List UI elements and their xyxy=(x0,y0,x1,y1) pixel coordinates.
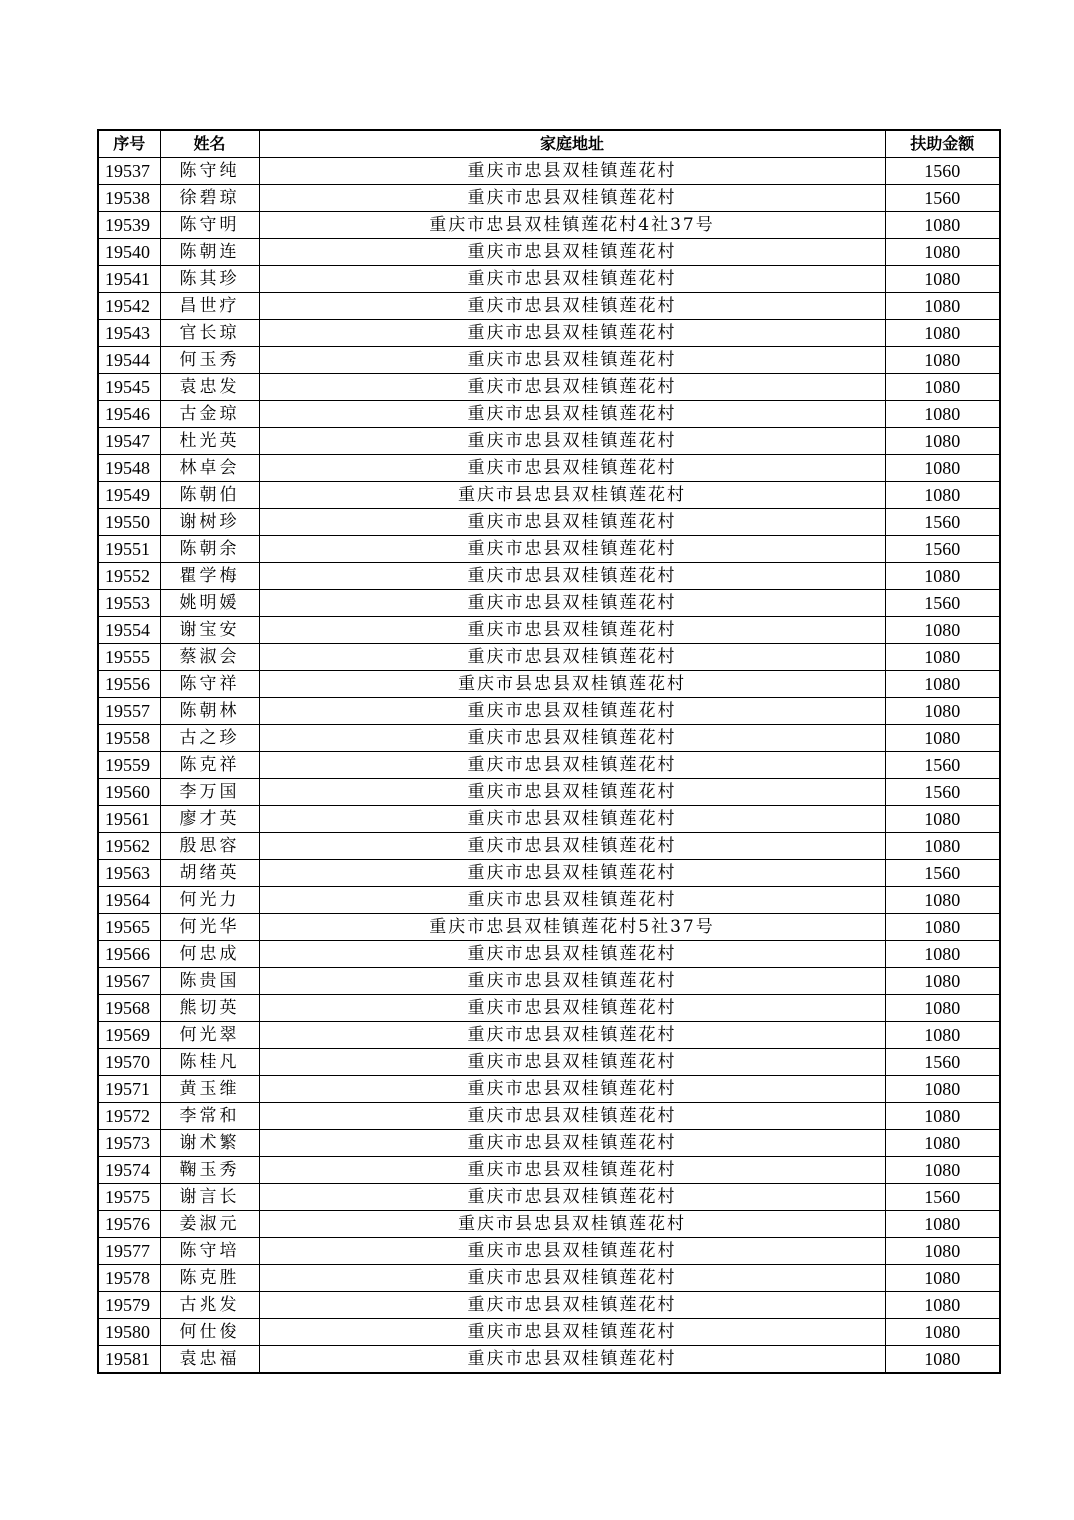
amount-cell: 1080 xyxy=(885,833,1000,860)
name-cell: 陈其珍 xyxy=(160,266,259,293)
serial-number-cell: 19539 xyxy=(98,212,160,239)
table-row xyxy=(98,968,1000,995)
serial-number-cell: 19541 xyxy=(98,266,160,293)
amount-cell: 1080 xyxy=(885,1211,1000,1238)
address-cell: 重庆市忠县双桂镇莲花村 xyxy=(259,401,885,428)
serial-number-cell: 19540 xyxy=(98,239,160,266)
table-row xyxy=(98,671,1000,698)
table-row xyxy=(98,779,1000,806)
name-cell: 谢言长 xyxy=(160,1184,259,1211)
serial-number-cell: 19537 xyxy=(98,158,160,185)
address-cell: 重庆市忠县双桂镇莲花村 xyxy=(259,320,885,347)
serial-number-cell: 19568 xyxy=(98,995,160,1022)
serial-number-cell: 19547 xyxy=(98,428,160,455)
table-row xyxy=(98,1049,1000,1076)
address-cell: 重庆市忠县双桂镇莲花村 xyxy=(259,158,885,185)
address-cell: 重庆市忠县双桂镇莲花村 xyxy=(259,995,885,1022)
amount-cell: 1560 xyxy=(885,752,1000,779)
address-cell: 重庆市忠县双桂镇莲花村 xyxy=(259,1130,885,1157)
amount-cell: 1560 xyxy=(885,1049,1000,1076)
amount-cell: 1080 xyxy=(885,455,1000,482)
table-row xyxy=(98,185,1000,212)
serial-number-cell: 19557 xyxy=(98,698,160,725)
name-cell: 陈守明 xyxy=(160,212,259,239)
table-row xyxy=(98,1022,1000,1049)
address-cell: 重庆市忠县双桂镇莲花村 xyxy=(259,833,885,860)
table-row xyxy=(98,1103,1000,1130)
table-row xyxy=(98,266,1000,293)
amount-cell: 1080 xyxy=(885,320,1000,347)
name-cell: 陈朝连 xyxy=(160,239,259,266)
serial-number-cell: 19581 xyxy=(98,1346,160,1374)
serial-number-cell: 19578 xyxy=(98,1265,160,1292)
name-cell: 何光力 xyxy=(160,887,259,914)
assistance-table xyxy=(97,129,1001,1374)
name-cell: 何光华 xyxy=(160,914,259,941)
serial-number-cell: 19553 xyxy=(98,590,160,617)
name-cell: 李常和 xyxy=(160,1103,259,1130)
address-cell: 重庆市忠县双桂镇莲花村 xyxy=(259,1346,885,1374)
name-cell: 古金琼 xyxy=(160,401,259,428)
address-cell: 重庆市忠县双桂镇莲花村 xyxy=(259,266,885,293)
serial-number-cell: 19560 xyxy=(98,779,160,806)
name-cell: 何仕俊 xyxy=(160,1319,259,1346)
address-cell: 重庆市忠县双桂镇莲花村 xyxy=(259,293,885,320)
address-cell: 重庆市忠县双桂镇莲花村 xyxy=(259,455,885,482)
serial-number-cell: 19558 xyxy=(98,725,160,752)
address-cell: 重庆市忠县双桂镇莲花村 xyxy=(259,860,885,887)
table-row xyxy=(98,941,1000,968)
amount-cell: 1080 xyxy=(885,941,1000,968)
amount-cell: 1080 xyxy=(885,1157,1000,1184)
address-cell: 重庆市忠县双桂镇莲花村 xyxy=(259,1103,885,1130)
serial-number-cell: 19556 xyxy=(98,671,160,698)
table-header xyxy=(98,130,1000,158)
serial-number-cell: 19554 xyxy=(98,617,160,644)
amount-cell: 1080 xyxy=(885,212,1000,239)
address-cell: 重庆市县忠县双桂镇莲花村 xyxy=(259,482,885,509)
amount-cell: 1080 xyxy=(885,995,1000,1022)
serial-number-cell: 19542 xyxy=(98,293,160,320)
name-cell: 何光翠 xyxy=(160,1022,259,1049)
table-row xyxy=(98,401,1000,428)
table-row xyxy=(98,644,1000,671)
name-cell: 陈克祥 xyxy=(160,752,259,779)
address-cell: 重庆市忠县双桂镇莲花村 xyxy=(259,509,885,536)
serial-number-cell: 19577 xyxy=(98,1238,160,1265)
name-cell: 谢树珍 xyxy=(160,509,259,536)
amount-cell: 1080 xyxy=(885,293,1000,320)
address-cell: 重庆市忠县双桂镇莲花村 xyxy=(259,617,885,644)
amount-cell: 1560 xyxy=(885,536,1000,563)
name-cell: 蔡淑会 xyxy=(160,644,259,671)
serial-number-cell: 19574 xyxy=(98,1157,160,1184)
amount-cell: 1080 xyxy=(885,914,1000,941)
serial-number-cell: 19546 xyxy=(98,401,160,428)
amount-cell: 1560 xyxy=(885,860,1000,887)
address-cell: 重庆市忠县双桂镇莲花村4社37号 xyxy=(259,212,885,239)
address-cell: 重庆市忠县双桂镇莲花村 xyxy=(259,1157,885,1184)
table-row xyxy=(98,293,1000,320)
name-cell: 古之珍 xyxy=(160,725,259,752)
address-cell: 重庆市忠县双桂镇莲花村 xyxy=(259,185,885,212)
amount-cell: 1080 xyxy=(885,1076,1000,1103)
amount-cell: 1560 xyxy=(885,158,1000,185)
serial-number-cell: 19549 xyxy=(98,482,160,509)
amount-cell: 1080 xyxy=(885,1346,1000,1374)
table-row xyxy=(98,482,1000,509)
serial-number-cell: 19573 xyxy=(98,1130,160,1157)
name-cell: 林卓会 xyxy=(160,455,259,482)
serial-number-cell: 19551 xyxy=(98,536,160,563)
serial-number-cell: 19545 xyxy=(98,374,160,401)
address-cell: 重庆市忠县双桂镇莲花村 xyxy=(259,1049,885,1076)
address-cell: 重庆市忠县双桂镇莲花村 xyxy=(259,644,885,671)
address-cell: 重庆市忠县双桂镇莲花村 xyxy=(259,941,885,968)
name-cell: 袁忠福 xyxy=(160,1346,259,1374)
table-row xyxy=(98,806,1000,833)
serial-number-cell: 19569 xyxy=(98,1022,160,1049)
amount-cell: 1080 xyxy=(885,1103,1000,1130)
amount-cell: 1560 xyxy=(885,779,1000,806)
serial-number-cell: 19550 xyxy=(98,509,160,536)
name-cell: 廖才英 xyxy=(160,806,259,833)
table-row xyxy=(98,833,1000,860)
amount-cell: 1560 xyxy=(885,185,1000,212)
amount-cell: 1080 xyxy=(885,563,1000,590)
table-row xyxy=(98,509,1000,536)
address-cell: 重庆市忠县双桂镇莲花村 xyxy=(259,752,885,779)
amount-cell: 1080 xyxy=(885,617,1000,644)
name-cell: 姚明媛 xyxy=(160,590,259,617)
address-cell: 重庆市忠县双桂镇莲花村 xyxy=(259,590,885,617)
address-cell: 重庆市忠县双桂镇莲花村 xyxy=(259,698,885,725)
address-cell: 重庆市忠县双桂镇莲花村 xyxy=(259,1184,885,1211)
name-cell: 陈桂凡 xyxy=(160,1049,259,1076)
name-cell: 瞿学梅 xyxy=(160,563,259,590)
serial-number-cell: 19570 xyxy=(98,1049,160,1076)
address-cell: 重庆市忠县双桂镇莲花村 xyxy=(259,428,885,455)
serial-number-cell: 19580 xyxy=(98,1319,160,1346)
name-cell: 黄玉维 xyxy=(160,1076,259,1103)
address-cell: 重庆市忠县双桂镇莲花村 xyxy=(259,1022,885,1049)
address-cell: 重庆市忠县双桂镇莲花村 xyxy=(259,779,885,806)
serial-number-cell: 19538 xyxy=(98,185,160,212)
name-cell: 谢术繁 xyxy=(160,1130,259,1157)
header-home-address: 家庭地址 xyxy=(259,130,885,158)
amount-cell: 1080 xyxy=(885,428,1000,455)
table-row xyxy=(98,212,1000,239)
table-row xyxy=(98,1238,1000,1265)
address-cell: 重庆市忠县双桂镇莲花村 xyxy=(259,968,885,995)
address-cell: 重庆市忠县双桂镇莲花村 xyxy=(259,1265,885,1292)
address-cell: 重庆市忠县双桂镇莲花村 xyxy=(259,1238,885,1265)
address-cell: 重庆市忠县双桂镇莲花村 xyxy=(259,563,885,590)
amount-cell: 1080 xyxy=(885,482,1000,509)
address-cell: 重庆市县忠县双桂镇莲花村 xyxy=(259,1211,885,1238)
table-row xyxy=(98,455,1000,482)
serial-number-cell: 19564 xyxy=(98,887,160,914)
amount-cell: 1080 xyxy=(885,239,1000,266)
table-row xyxy=(98,617,1000,644)
name-cell: 陈朝林 xyxy=(160,698,259,725)
name-cell: 谢宝安 xyxy=(160,617,259,644)
table-row xyxy=(98,1292,1000,1319)
table-row xyxy=(98,563,1000,590)
table-row xyxy=(98,995,1000,1022)
table-row xyxy=(98,1265,1000,1292)
amount-cell: 1560 xyxy=(885,1184,1000,1211)
table-row xyxy=(98,320,1000,347)
address-cell: 重庆市县忠县双桂镇莲花村 xyxy=(259,671,885,698)
table-row xyxy=(98,860,1000,887)
address-cell: 重庆市忠县双桂镇莲花村 xyxy=(259,806,885,833)
address-cell: 重庆市忠县双桂镇莲花村 xyxy=(259,1319,885,1346)
amount-cell: 1080 xyxy=(885,671,1000,698)
name-cell: 袁忠发 xyxy=(160,374,259,401)
amount-cell: 1080 xyxy=(885,1130,1000,1157)
table-body xyxy=(98,158,1000,1374)
name-cell: 古兆发 xyxy=(160,1292,259,1319)
amount-cell: 1080 xyxy=(885,806,1000,833)
name-cell: 姜淑元 xyxy=(160,1211,259,1238)
table-row xyxy=(98,1076,1000,1103)
amount-cell: 1080 xyxy=(885,887,1000,914)
name-cell: 杜光英 xyxy=(160,428,259,455)
name-cell: 鞠玉秀 xyxy=(160,1157,259,1184)
table-row xyxy=(98,158,1000,185)
name-cell: 陈贵国 xyxy=(160,968,259,995)
serial-number-cell: 19561 xyxy=(98,806,160,833)
serial-number-cell: 19575 xyxy=(98,1184,160,1211)
amount-cell: 1080 xyxy=(885,374,1000,401)
serial-number-cell: 19552 xyxy=(98,563,160,590)
name-cell: 陈守祥 xyxy=(160,671,259,698)
address-cell: 重庆市忠县双桂镇莲花村 xyxy=(259,1292,885,1319)
serial-number-cell: 19563 xyxy=(98,860,160,887)
address-cell: 重庆市忠县双桂镇莲花村 xyxy=(259,536,885,563)
amount-cell: 1080 xyxy=(885,1022,1000,1049)
table-row xyxy=(98,428,1000,455)
table-row xyxy=(98,1130,1000,1157)
amount-cell: 1560 xyxy=(885,590,1000,617)
address-cell: 重庆市忠县双桂镇莲花村 xyxy=(259,374,885,401)
address-cell: 重庆市忠县双桂镇莲花村 xyxy=(259,725,885,752)
name-cell: 官长琼 xyxy=(160,320,259,347)
name-cell: 李万国 xyxy=(160,779,259,806)
header-name: 姓名 xyxy=(160,130,259,158)
serial-number-cell: 19565 xyxy=(98,914,160,941)
table-row xyxy=(98,725,1000,752)
serial-number-cell: 19559 xyxy=(98,752,160,779)
serial-number-cell: 19544 xyxy=(98,347,160,374)
table-row xyxy=(98,1319,1000,1346)
amount-cell: 1080 xyxy=(885,725,1000,752)
serial-number-cell: 19562 xyxy=(98,833,160,860)
name-cell: 陈朝伯 xyxy=(160,482,259,509)
amount-cell: 1080 xyxy=(885,1292,1000,1319)
name-cell: 昌世疗 xyxy=(160,293,259,320)
address-cell: 重庆市忠县双桂镇莲花村 xyxy=(259,887,885,914)
address-cell: 重庆市忠县双桂镇莲花村 xyxy=(259,1076,885,1103)
name-cell: 陈守培 xyxy=(160,1238,259,1265)
serial-number-cell: 19572 xyxy=(98,1103,160,1130)
serial-number-cell: 19576 xyxy=(98,1211,160,1238)
table-row xyxy=(98,590,1000,617)
table-row xyxy=(98,347,1000,374)
table-row xyxy=(98,1211,1000,1238)
amount-cell: 1080 xyxy=(885,1265,1000,1292)
address-cell: 重庆市忠县双桂镇莲花村 xyxy=(259,239,885,266)
amount-cell: 1080 xyxy=(885,698,1000,725)
amount-cell: 1080 xyxy=(885,401,1000,428)
serial-number-cell: 19579 xyxy=(98,1292,160,1319)
assistance-list-sheet xyxy=(97,129,999,1374)
header-serial-number: 序号 xyxy=(98,130,160,158)
table-row xyxy=(98,752,1000,779)
name-cell: 熊切英 xyxy=(160,995,259,1022)
address-cell: 重庆市忠县双桂镇莲花村5社37号 xyxy=(259,914,885,941)
serial-number-cell: 19567 xyxy=(98,968,160,995)
table-row xyxy=(98,536,1000,563)
amount-cell: 1080 xyxy=(885,1238,1000,1265)
table-row xyxy=(98,887,1000,914)
table-row xyxy=(98,1346,1000,1374)
amount-cell: 1080 xyxy=(885,347,1000,374)
serial-number-cell: 19571 xyxy=(98,1076,160,1103)
serial-number-cell: 19555 xyxy=(98,644,160,671)
serial-number-cell: 19548 xyxy=(98,455,160,482)
header-row xyxy=(98,130,1000,158)
amount-cell: 1080 xyxy=(885,968,1000,995)
table-row xyxy=(98,239,1000,266)
serial-number-cell: 19543 xyxy=(98,320,160,347)
table-row xyxy=(98,1157,1000,1184)
table-row xyxy=(98,698,1000,725)
name-cell: 胡绪英 xyxy=(160,860,259,887)
name-cell: 徐碧琼 xyxy=(160,185,259,212)
name-cell: 陈克胜 xyxy=(160,1265,259,1292)
name-cell: 陈守纯 xyxy=(160,158,259,185)
name-cell: 陈朝余 xyxy=(160,536,259,563)
table-row xyxy=(98,914,1000,941)
amount-cell: 1560 xyxy=(885,509,1000,536)
amount-cell: 1080 xyxy=(885,266,1000,293)
table-row xyxy=(98,374,1000,401)
amount-cell: 1080 xyxy=(885,644,1000,671)
table-row xyxy=(98,1184,1000,1211)
name-cell: 殷思容 xyxy=(160,833,259,860)
header-assistance-amount: 扶助金额 xyxy=(885,130,1000,158)
name-cell: 何玉秀 xyxy=(160,347,259,374)
amount-cell: 1080 xyxy=(885,1319,1000,1346)
name-cell: 何忠成 xyxy=(160,941,259,968)
serial-number-cell: 19566 xyxy=(98,941,160,968)
address-cell: 重庆市忠县双桂镇莲花村 xyxy=(259,347,885,374)
